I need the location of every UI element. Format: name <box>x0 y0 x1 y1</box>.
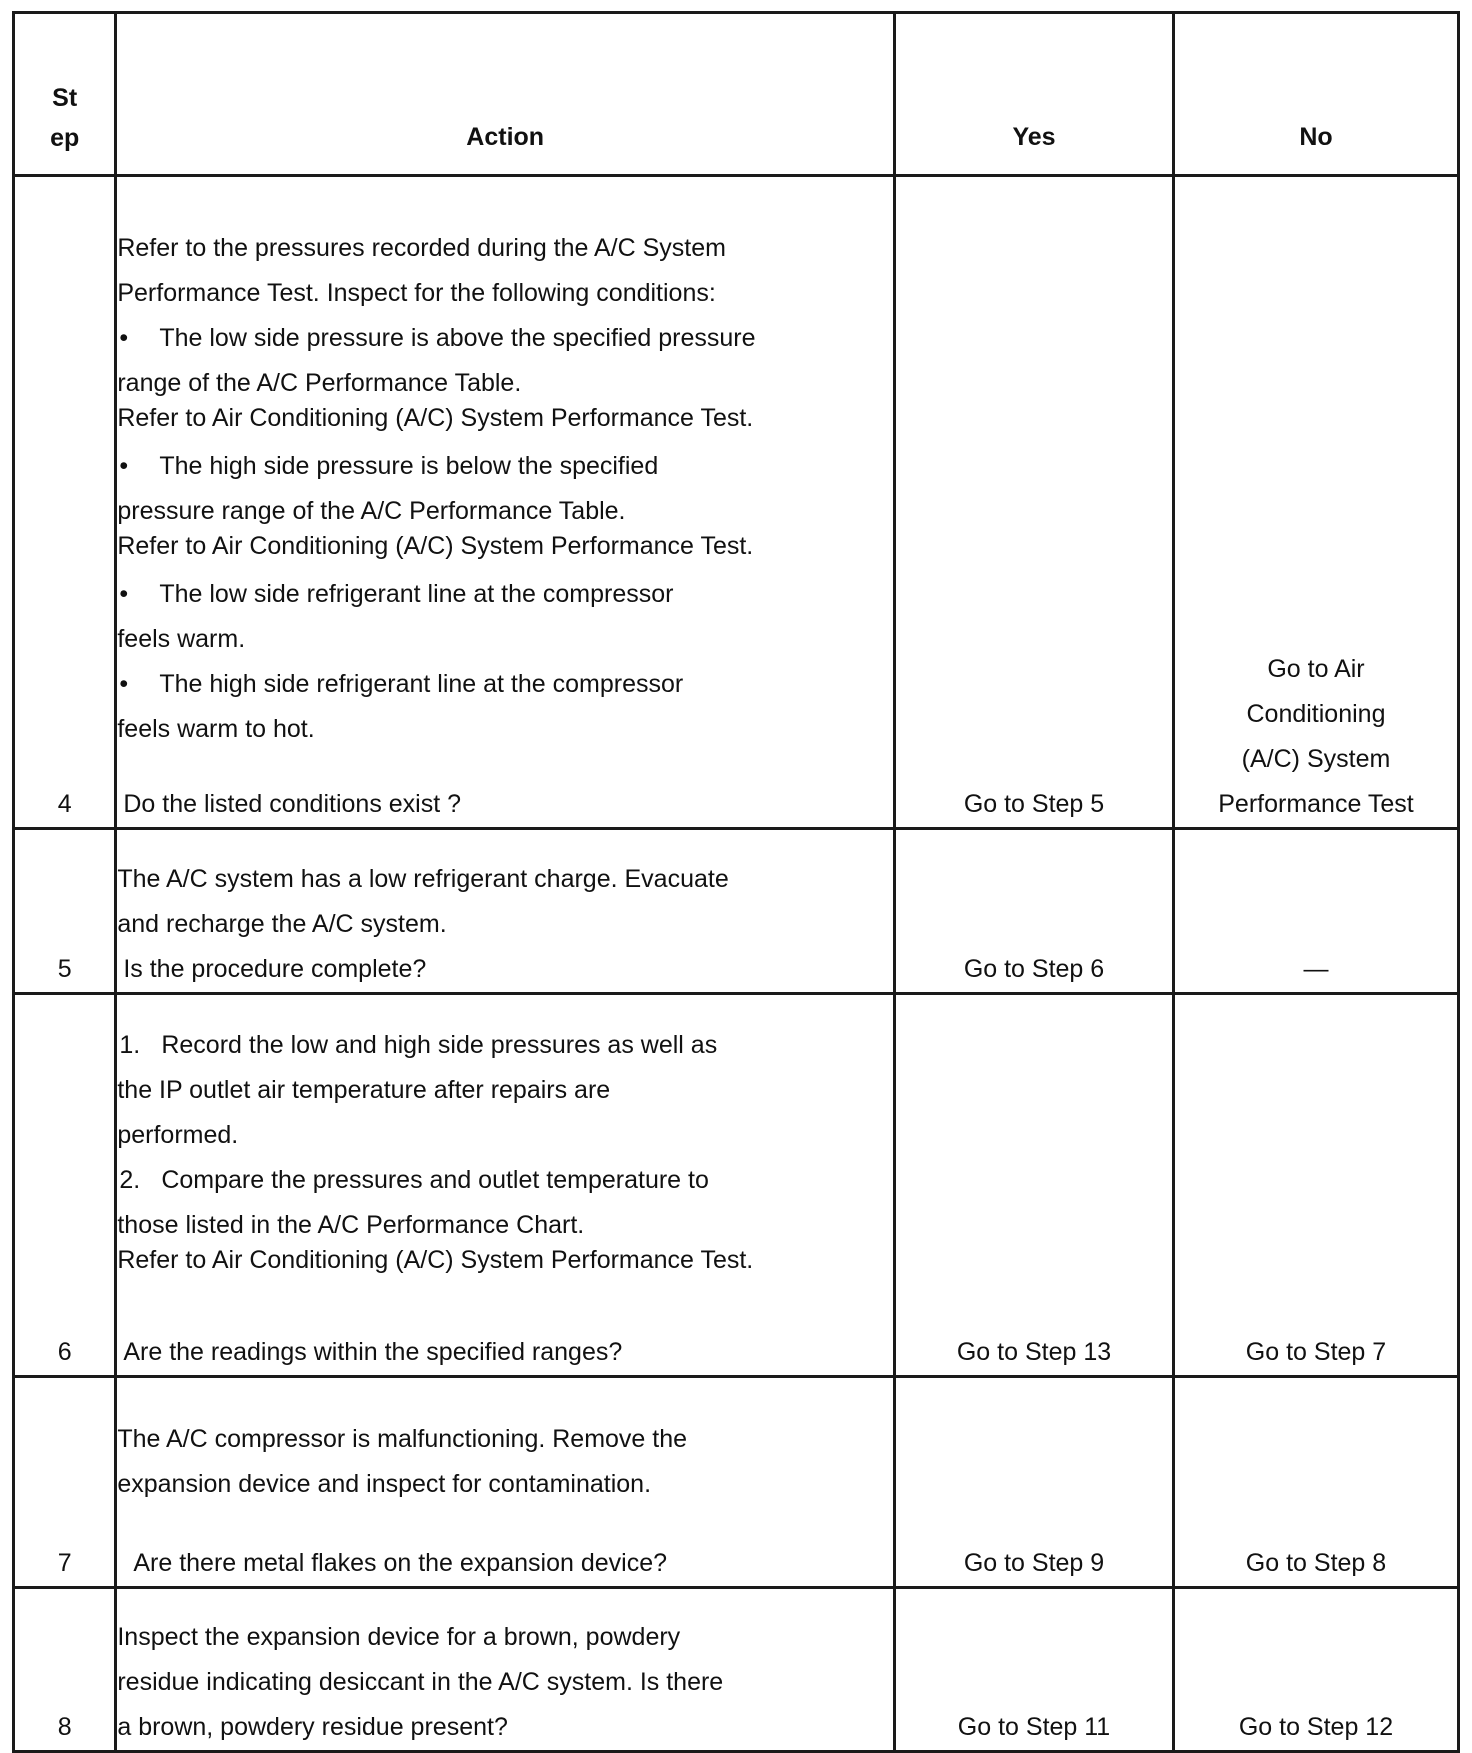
action-cell <box>116 829 895 994</box>
table-row-step-6 <box>14 994 1459 1377</box>
header-step <box>14 13 116 176</box>
diagnostic-table <box>12 11 1460 1753</box>
reference-text: Refer to Air Conditioning (A/C) System Performance Test. <box>117 404 754 432</box>
step-number: 8 <box>14 1588 116 1752</box>
step-number: 4 <box>14 176 116 829</box>
action-text: a brown, powdery residue present? <box>117 1713 508 1741</box>
action-cell <box>116 176 895 829</box>
action-text: residue indicating desiccant in the A/C system. Is there <box>117 1668 724 1696</box>
table-row-step-8 <box>14 1588 1459 1752</box>
question-text: Do the listed conditions exist ? <box>123 790 462 818</box>
item-number: 1. <box>119 1031 141 1059</box>
header-yes: Yes <box>895 13 1174 176</box>
action-text: and recharge the A/C system. <box>117 910 447 938</box>
action-text: The A/C system has a low refrigerant charge. Evacuate <box>117 865 729 893</box>
item-text: Compare the pressures and outlet temperature to <box>161 1166 709 1194</box>
no-text: Performance Test <box>1218 790 1414 818</box>
header-step-line-2: ep <box>50 124 80 152</box>
bullet-icon: • <box>119 452 129 480</box>
condition-item <box>117 662 893 707</box>
action-cell <box>116 1377 895 1588</box>
step-number: 7 <box>14 1377 116 1588</box>
condition-text: feels warm to hot. <box>117 715 315 743</box>
header-step-line-1: St <box>52 84 78 112</box>
numbered-item <box>117 1023 893 1068</box>
table-header-row <box>14 13 1459 176</box>
item-text: those listed in the A/C Performance Chart. <box>117 1211 585 1239</box>
no-text: (A/C) System <box>1241 745 1391 773</box>
item-text: Record the low and high side pressures as well as <box>161 1031 718 1059</box>
reference-text: Refer to Air Conditioning (A/C) System Performance Test. <box>117 532 754 560</box>
condition-text: The low side pressure is above the specified pressure <box>159 324 756 352</box>
yes-cell: Go to Step 9 <box>895 1377 1174 1588</box>
condition-text: feels warm. <box>117 625 246 653</box>
action-text: Inspect the expansion device for a brown, powdery <box>117 1623 681 1651</box>
item-text: the IP outlet air temperature after repairs are <box>117 1076 611 1104</box>
action-text: Performance Test. Inspect for the following conditions: <box>117 279 716 307</box>
no-text: Go to Air <box>1267 655 1365 683</box>
step-number: 6 <box>14 994 116 1377</box>
condition-item <box>117 572 893 617</box>
action-cell <box>116 994 895 1377</box>
question-text: Is the procedure complete? <box>123 955 427 983</box>
no-text: Conditioning <box>1246 700 1386 728</box>
yes-cell: Go to Step 11 <box>895 1588 1174 1752</box>
step-number: 5 <box>14 829 116 994</box>
bullet-icon: • <box>119 670 129 698</box>
no-cell: Go to Step 8 <box>1173 1377 1458 1588</box>
table-row-step-7 <box>14 1377 1459 1588</box>
numbered-item <box>117 1158 893 1203</box>
condition-text: The low side refrigerant line at the compressor <box>159 580 674 608</box>
action-text: The A/C compressor is malfunctioning. Remove the <box>117 1425 688 1453</box>
table-row-step-4 <box>14 176 1459 829</box>
reference-text: Refer to Air Conditioning (A/C) System Performance Test. <box>117 1246 754 1274</box>
no-cell <box>1173 176 1458 829</box>
question-text: Are there metal flakes on the expansion device? <box>133 1549 667 1577</box>
no-cell: Go to Step 7 <box>1173 994 1458 1377</box>
yes-cell: Go to Step 13 <box>895 994 1174 1377</box>
condition-text: pressure range of the A/C Performance Table. <box>117 497 626 525</box>
item-text: performed. <box>117 1121 239 1149</box>
no-cell: Go to Step 12 <box>1173 1588 1458 1752</box>
question-text: Are the readings within the specified ranges? <box>123 1338 623 1366</box>
item-number: 2. <box>119 1166 141 1194</box>
bullet-icon: • <box>119 324 129 352</box>
header-no: No <box>1173 13 1458 176</box>
action-text: expansion device and inspect for contamination. <box>117 1470 652 1498</box>
condition-item <box>117 316 893 361</box>
yes-cell: Go to Step 5 <box>895 176 1174 829</box>
condition-text: The high side pressure is below the specified <box>159 452 659 480</box>
no-cell: — <box>1173 829 1458 994</box>
condition-text: The high side refrigerant line at the compressor <box>159 670 684 698</box>
bullet-icon: • <box>119 580 129 608</box>
condition-text: range of the A/C Performance Table. <box>117 369 522 397</box>
condition-item <box>117 444 893 489</box>
table-row-step-5 <box>14 829 1459 994</box>
yes-cell: Go to Step 6 <box>895 829 1174 994</box>
action-text: Refer to the pressures recorded during the A/C System <box>117 234 726 262</box>
header-action: Action <box>116 13 895 176</box>
action-cell <box>116 1588 895 1752</box>
